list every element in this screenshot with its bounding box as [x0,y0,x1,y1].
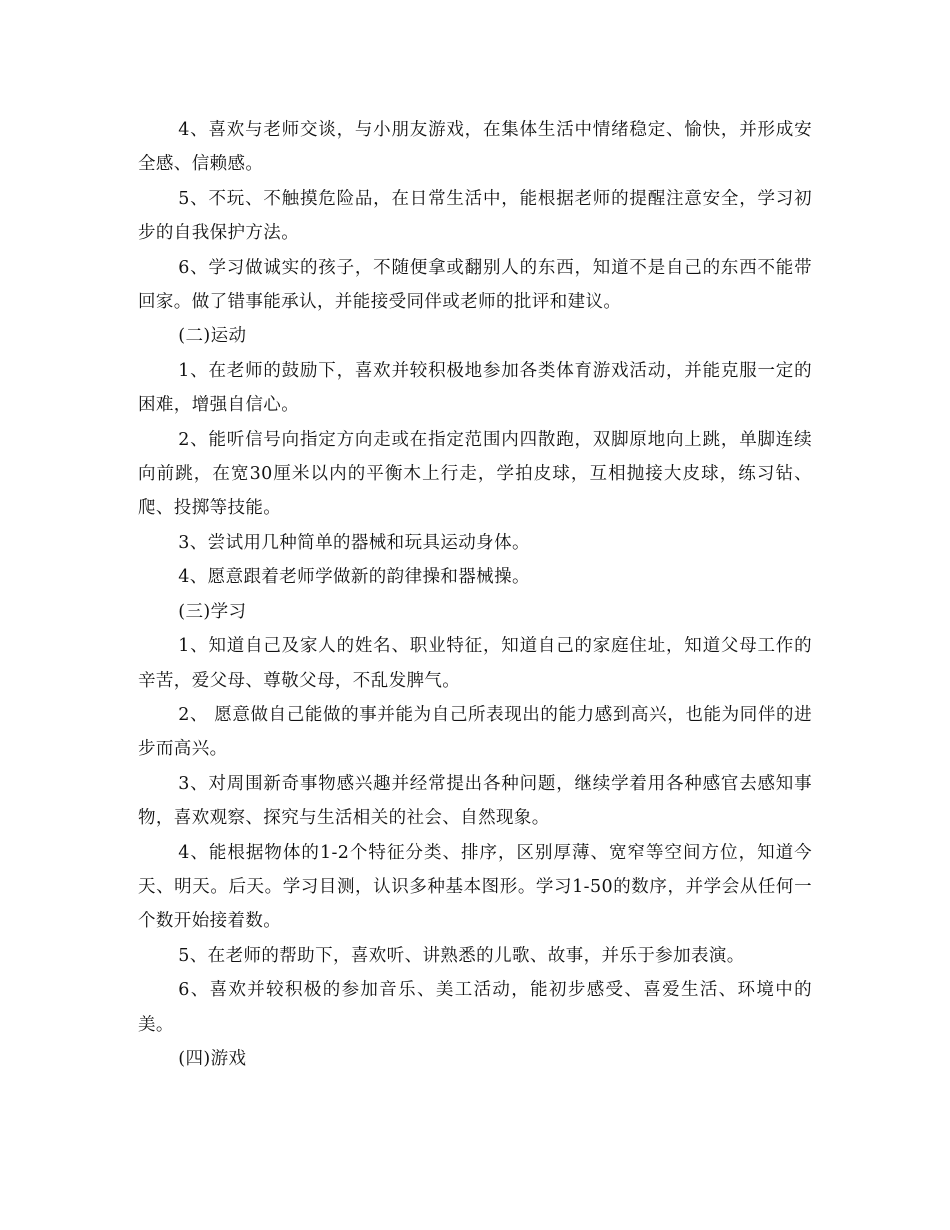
list-item: 4、能根据物体的1-2个特征分类、排序，区别厚薄、宽窄等空间方位，知道今天、明天。后天。学习目测，认识多种基本图形。学习1-50的数序，并学会从任何一个数开始接着数。 [138,842,812,932]
list-item: 2、能听信号向指定方向走或在指定范围内四散跑，双脚原地向上跳，单脚连续向前跳，在宽30厘米以内的平衡木上行走，学拍皮球，互相抛接大皮球，练习钻、爬、投掷等技能。 [138,429,812,519]
list-item: 6、学习做诚实的孩子，不随便拿或翻别人的东西，知道不是自己的东西不能带回家。做了错事能承认，并能接受同伴或老师的批评和建议。 [138,257,812,313]
list-item: 3、对周围新奇事物感兴趣并经常提出各种问题，继续学着用各种感官去感知事物，喜欢观察、探究与生活相关的社会、自然现象。 [138,773,812,829]
list-item: 2、 愿意做自己能做的事并能为自己所表现出的能力感到高兴，也能为同伴的进步而高兴。 [138,704,812,760]
list-item: 3、尝试用几种简单的器械和玩具运动身体。 [178,532,530,553]
section-heading: (二)运动 [178,326,247,347]
list-item: 5、在老师的帮助下，喜欢听、讲熟悉的儿歌、故事，并乐于参加表演。 [178,945,745,966]
list-item: 4、愿意跟着老师学做新的韵律操和器械操。 [178,567,530,588]
section-heading: (四)游戏 [178,1048,247,1069]
list-item: 4、喜欢与老师交谈，与小朋友游戏，在集体生活中情绪稳定、愉快，并形成安全感、信赖感。 [138,120,812,175]
section-heading: (三)学习 [178,601,247,622]
document-body [138,113,812,1076]
list-item: 1、知道自己及家人的姓名、职业特征，知道自己的家庭住址，知道父母工作的辛苦，爱父母、尊敬父母，不乱发脾气。 [138,636,812,691]
list-item: 5、不玩、不触摸危险品，在日常生活中，能根据老师的提醒注意安全，学习初步的自我保护方法。 [138,188,812,244]
list-item: 6、喜欢并较积极的参加音乐、美工活动，能初步感受、喜爱生活、环境中的美。 [138,980,812,1035]
list-item: 1、在老师的鼓励下，喜欢并较积极地参加各类体育游戏活动，并能克服一定的困难，增强自信心。 [138,360,812,416]
